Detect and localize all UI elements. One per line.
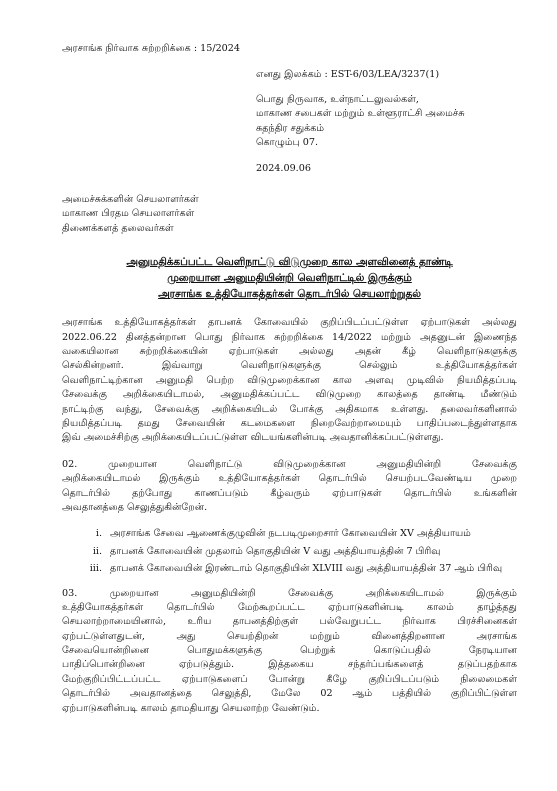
paragraph-line: அறிக்கையிடாமல் இருக்கும் உத்தியோகத்தர்கள் தொடர்பில் செயற்படவேண்டிய முறை [62, 473, 517, 485]
paragraph-line: 2022.06.22 தினத்தன்றான பொது நிர்வாக சுற்றறிக்கை 14/2022 மற்றும் அதனுடன் இணைந்த [62, 331, 517, 343]
sender-line: கொழும்பு 07. [256, 136, 319, 148]
paragraph-line: நியமித்தப்படி தமது சேவையின் கடமைகளை நிறைவேற்றாமையும் பாதிப்படைந்துள்ளதாக [62, 418, 517, 430]
paragraph-line: நாட்டிற்கு வந்து, சேவைக்கு அறிக்கையிடல் போக்கு அதிகமாக உள்ளது. தலைவர்களினால் [62, 403, 517, 415]
recipients-block [62, 193, 517, 236]
paragraph-2 [62, 458, 517, 516]
paragraph-line: பாதிப்பொன்றினை ஏற்படுத்தும். இத்தகைய சந்தர்ப்பங்களைத் தடுப்பதற்காக [62, 659, 517, 671]
sender-block [256, 68, 517, 150]
paragraph-line: வெளிநாட்டிற்கான அனுமதி பெற்ற விடுமுறைக்கான கால அளவு முடிவில் நியமித்தப்படி [62, 374, 517, 386]
paragraph-line: 03. முறையான அனுமதியின்றி சேவைக்கு அறிக்கையிடாமல் இருக்கும் [62, 587, 517, 599]
paragraph-line: 02. முறையான வெளிநாட்டு விடுமுறைக்கான அனுமதியின்றி சேவைக்கு [62, 458, 517, 470]
paragraph-line: செல்கின்றனர். இவ்வாறு வெளிநாடுகளுக்கு செல்லும் உத்தியோகத்தர்கள் [62, 360, 517, 372]
paragraph-line: சேவையொன்றினை பொதுமக்களுக்கு பெற்றுக் கொடுப்பதில் நேரடியான [62, 645, 517, 657]
subject-heading [62, 254, 517, 302]
recipient-line: அமைச்சுக்களின் செயலாளர்கள் [62, 193, 199, 205]
list-item [82, 527, 517, 541]
list-item-number: iii. [89, 563, 102, 575]
paragraph-line: ஏற்பட்டுள்ளதுடன், அது செயற்திறன் மற்றும் வினைத்திறனான அரசாங்க [62, 630, 517, 642]
paragraph-line: செயலாற்றாமையினால், உரிய தாபனத்திற்குள் பல்வேறுபட்ட நிர்வாக பிரச்சினைகள் [62, 616, 517, 628]
paragraph-1 [62, 316, 517, 446]
subject-line: முறையான அனுமதியின்றி வெளிநாட்டில் இருக்கும் [167, 272, 412, 285]
paragraph-line: தொடர்பில் தற்போது காணப்படும் கீழ்வரும் ஏற்பாடுகள் தொடர்பில் உங்களின் [62, 487, 517, 499]
list-item-text: தாபனக் கோவையின் முதலாம் தொகுதியின் V வது அத்தியாயத்தின் 7 பிரிவு [110, 545, 441, 557]
list-item [82, 545, 517, 559]
paragraph-line: இவ் அமைச்சிற்கு அறிக்கையிடப்பட்டுள்ள விடயங்களின்படி அவதானிக்கப்பட்டுள்ளது. [62, 432, 444, 444]
document-date: 2024.09.06 [256, 163, 311, 175]
subject-line: அனுமதிக்கப்பட்ட வெளிநாட்டு விடுமுறை கால அளவினைத் தாண்டி [126, 255, 453, 268]
paragraph-line: மேற்குறிப்பிட்டப்பட்ட ஏற்பாடுகளைப் போன்று கீழே குறிப்பிடப்படும் நிலைமைகள் [62, 673, 517, 685]
recipient-line: மாகாண பிரதம செயலாளர்கள் [62, 208, 195, 220]
paragraph-3 [62, 587, 517, 717]
paragraph-line: அவதானத்தை செலுத்துகின்றேன். [62, 501, 208, 513]
paragraph-line: சேவைக்கு அறிக்கையிடாமல், அனுமதிக்கப்பட்ட விடுமுறை காலத்தை தாண்டி மீண்டும் [62, 389, 517, 401]
sender-line: மாகாண சபைகள் மற்றும் உள்ளூராட்சி அமைச்சு [256, 108, 465, 120]
sender-line: சுதந்திர சதுக்கம் [256, 122, 325, 134]
rules-list [62, 527, 517, 576]
list-item-number: i. [95, 528, 102, 540]
circular-number: அரசாங்க நிர்வாக சுற்றறிக்கை : 15/2024 [62, 43, 240, 54]
paragraph-line: உத்தியோகத்தர்கள் தொடர்பில் மேற்கூறப்பட்ட ஏற்பாடுகளின்படி காலம் தாழ்த்தது [62, 601, 517, 613]
paragraph-line: ஏற்பாடுகளின்படி காலம் தாமதியாது செயலாற்ற வேண்டும். [62, 702, 320, 714]
list-item [82, 562, 517, 576]
reference-number: எனது இலக்கம் : EST-6/03/LEA/3237(1) [256, 69, 440, 81]
list-item-text: அரசாங்க சேவை ஆணைக்குழுவின் நடபடிமுறைசார் கோவையின் XV அத்தியாயம் [110, 528, 471, 540]
paragraph-line: வகையிலான சுற்றறிக்கையின் ஏற்பாடுகள் அல்லது அதன் கீழ் வெளிநாடுகளுக்கு [62, 346, 517, 358]
recipient-line: திணைக்களத் தலைவர்கள் [62, 222, 174, 234]
list-item-number: ii. [92, 545, 102, 557]
list-item-text: தாபனக் கோவையின் இரண்டாம் தொகுதியின் XLVIII வது அத்தியாயத்தின் 37 ஆம் பிரிவு [110, 563, 503, 575]
paragraph-line: அரசாங்க உத்தியோகத்தர்கள் தாபனக் கோவையில் குறிப்பிடப்பட்டுள்ள ஏற்பாடுகள் அல்லது [62, 317, 517, 329]
paragraph-line: தொடர்பில் அவதானத்தை செலுத்தி, மேலே 02 ஆம் பத்தியில் குறிப்பிட்டுள்ள [62, 688, 517, 700]
subject-line: அரசாங்க உத்தியோகத்தர்கள் தொடர்பில் செயலாற்றுதல் [158, 288, 421, 301]
sender-line: பொது நிருவாக, உள்நாட்டலுவல்கள், [256, 93, 419, 105]
